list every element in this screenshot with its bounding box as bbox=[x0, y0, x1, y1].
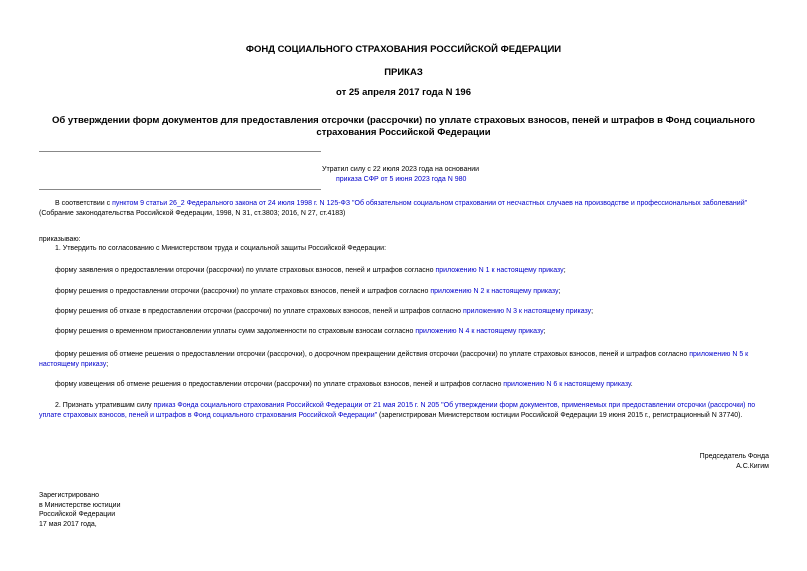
form-item-2 bbox=[55, 287, 769, 297]
form-item-end: ; bbox=[558, 288, 561, 295]
registration-block bbox=[39, 491, 239, 529]
divider-bottom bbox=[39, 189, 321, 190]
item2-text-end: (зарегистрирован Министерством юстиции Российской Федерации 19 июня 2015 г., регистрационный N 37740). bbox=[377, 411, 743, 419]
form-item-text: форму решения о временном приостановлении уплаты сумм задолженности по страховым взносам согласно bbox=[55, 328, 416, 335]
appendix-4-link[interactable]: приложению N 4 к настоящему приказу bbox=[415, 328, 544, 335]
signer-name: А.С.Кигим bbox=[736, 462, 769, 470]
document-date-number: от 25 апреля 2017 года N 196 bbox=[336, 87, 471, 98]
appendix-3-link[interactable]: приложению N 3 к настоящему приказу bbox=[462, 308, 592, 315]
form-item-text: форму извещения об отмене решения о предоставлении отсрочки (рассрочки) по уплате страховых взносов, пеней и штрафов согласно bbox=[55, 381, 504, 388]
registration-line-2: в Министерстве юстиции bbox=[39, 501, 121, 509]
form-item-5 bbox=[39, 350, 769, 369]
preamble-text-end: (Собрание законодательства Российской Федерации, 1998, N 31, ст.3803; 2016, N 27, ст.4183) bbox=[39, 209, 346, 217]
form-item-end: ; bbox=[563, 267, 566, 274]
form-item-text: форму заявления о предоставлении отсрочки (рассрочки) по уплате страховых взносов, пеней и штрафов согласно bbox=[55, 267, 436, 274]
registration-line-3: Российской Федерации bbox=[39, 511, 116, 518]
item2-text-start: 2. Признать утратившим силу bbox=[55, 402, 154, 409]
status-note-link[interactable]: приказа СФР от 5 июня 2023 года N 980 bbox=[336, 176, 467, 183]
status-note-text: Утратил силу с 22 июля 2023 года на основании bbox=[322, 166, 480, 173]
form-item-end: . bbox=[630, 381, 633, 388]
form-item-end: ; bbox=[543, 328, 546, 335]
federal-law-link[interactable]: пунктом 9 статьи 26_2 Федерального закона от 24 июля 1998 г. N 125-ФЗ "Об обязательном социальном страховании от несчастных случаев на производстве и профессиональных заболеваний" bbox=[112, 200, 748, 207]
status-note bbox=[322, 165, 479, 185]
item2-paragraph bbox=[39, 401, 769, 420]
registration-line-1: Зарегистрировано bbox=[39, 492, 99, 499]
form-item-text: форму решения об отмене решения о предоставлении отсрочки (рассрочки), о досрочном прекращении действия отсрочки (рассрочки) по уплате страховых взносов, пеней и штрафов согласно bbox=[55, 351, 690, 358]
signature-block bbox=[560, 452, 769, 471]
appendix-6-link[interactable]: приложению N 6 к настоящему приказу bbox=[503, 381, 631, 388]
divider-top bbox=[39, 151, 321, 152]
form-item-end: ; bbox=[591, 308, 594, 315]
form-item-end: ; bbox=[106, 360, 109, 368]
form-item-text: форму решения об отказе в предоставлении отсрочки (рассрочки) по уплате страховых взносов, пеней и штрафов согласно bbox=[55, 308, 463, 315]
document-title: Об утверждении форм документов для предоставления отсрочки (рассрочки) по уплате страховых взносов, пеней и штрафов в Фонд социального страхования Российской Федерации bbox=[52, 115, 755, 138]
appendix-1-link[interactable]: приложению N 1 к настоящему приказу bbox=[435, 267, 564, 274]
form-item-6 bbox=[55, 380, 769, 390]
signer-position: Председатель Фонда bbox=[699, 453, 769, 460]
item1-intro: 1. Утвердить по согласованию с Министерством труда и социальной защиты Российской Федерации: bbox=[55, 245, 387, 252]
organization-heading: ФОНД СОЦИАЛЬНОГО СТРАХОВАНИЯ РОССИЙСКОЙ ФЕДЕРАЦИИ bbox=[245, 44, 562, 55]
preamble-paragraph bbox=[39, 199, 769, 218]
form-item-3 bbox=[55, 307, 769, 317]
repealed-order-link[interactable]: приказ Фонда социального страхования Российской Федерации от 21 мая 2015 г. N 205 "Об утверждении форм документов, применяемых при предоставлении отсрочки (рассрочки) по уплате страховых взносов, пеней и штрафов в Фонд социального страхования Российской Федерации" bbox=[39, 402, 756, 419]
document-type-heading: ПРИКАЗ bbox=[384, 67, 423, 78]
order-word: приказываю: bbox=[39, 236, 81, 243]
appendix-5-link[interactable]: приложению N 5 к настоящему приказу bbox=[39, 351, 749, 368]
preamble-text-start: В соответствии с bbox=[55, 200, 113, 207]
form-item-4 bbox=[55, 327, 769, 337]
registration-line-4: 17 мая 2017 года, bbox=[39, 520, 97, 528]
form-item-text: форму решения о предоставлении отсрочки (рассрочки) по уплате страховых взносов, пеней и штрафов согласно bbox=[55, 288, 431, 295]
appendix-2-link[interactable]: приложению N 2 к настоящему приказу bbox=[430, 288, 559, 295]
form-item-1 bbox=[55, 266, 769, 276]
